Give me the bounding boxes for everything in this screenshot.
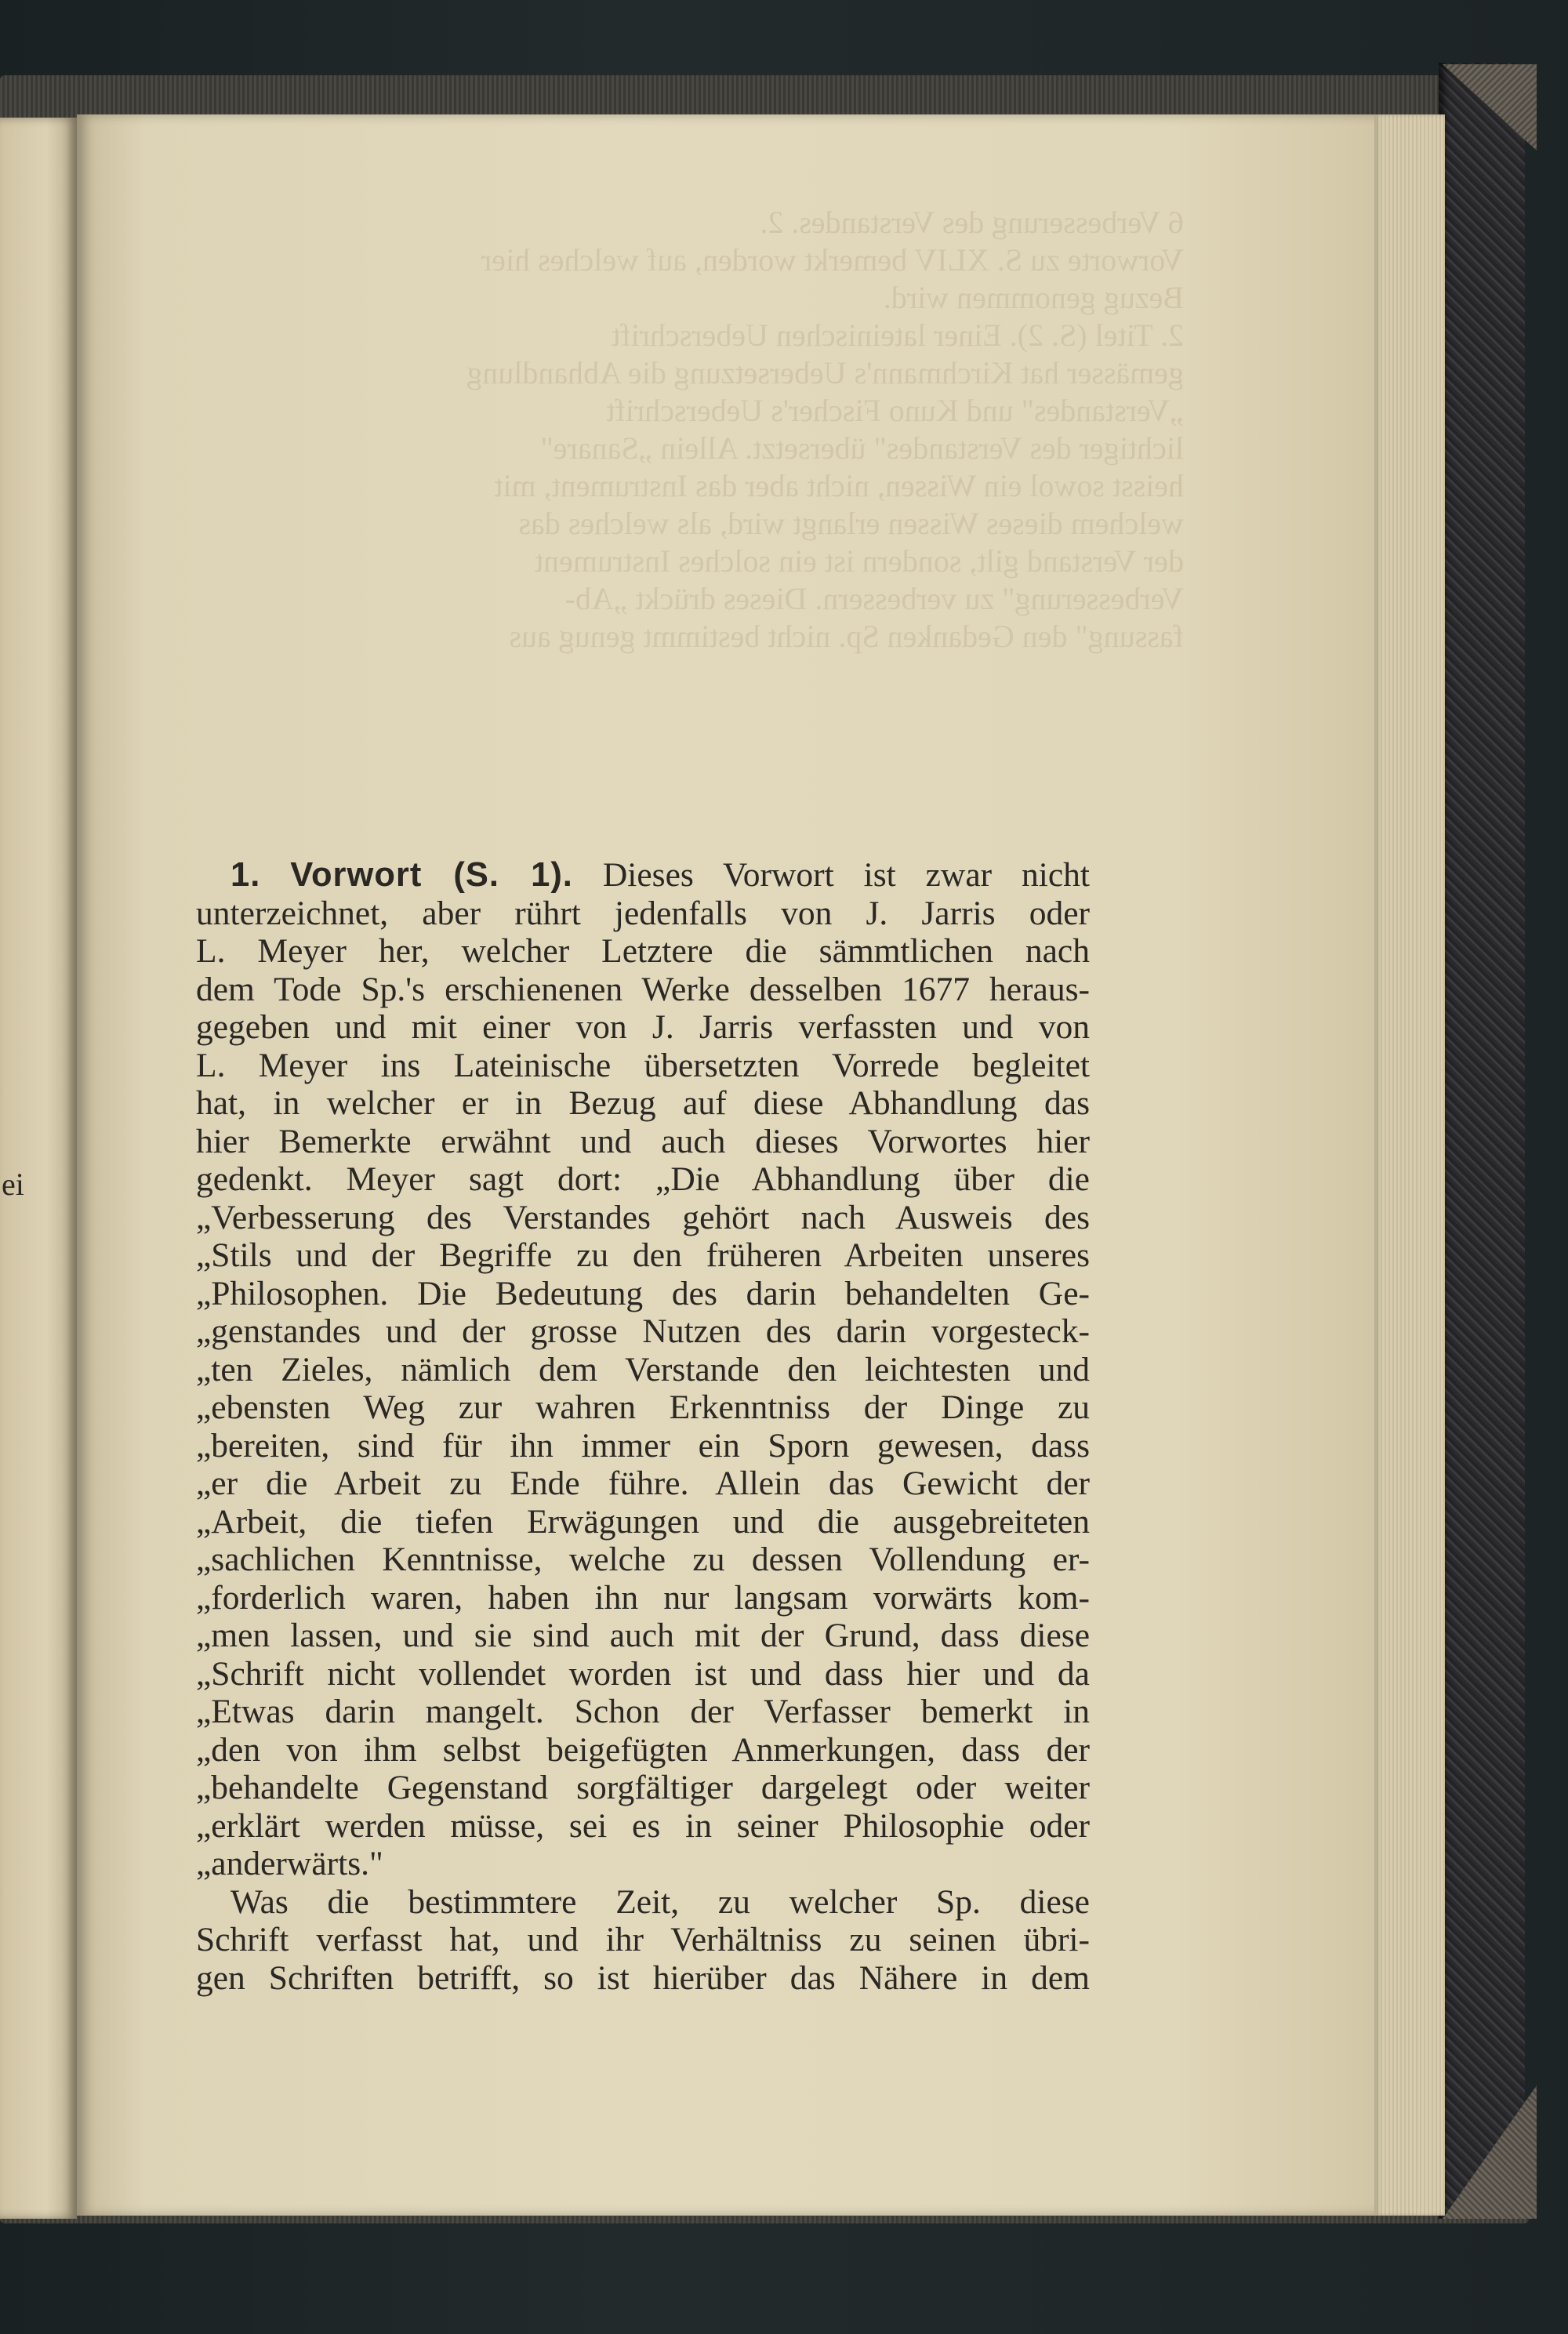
text-line: dem Tode Sp.'s erschienenen Werke desselben 1677 heraus-: [196, 970, 1090, 1008]
text-line: gedenkt. Meyer sagt dort: „Die Abhandlung über die: [196, 1160, 1090, 1198]
page-stack-edge: [1374, 114, 1445, 2216]
text-line-heading: [196, 856, 1090, 895]
text-line: „bereiten, sind für ihn immer ein Sporn gewesen, dass: [196, 1426, 1090, 1465]
show-through-line: welchem dieses Wissen erlangt wird, als welches das: [518, 506, 1184, 541]
show-through-line: heisst sowol ein Wissen, nicht aber das Instrument, mit: [494, 468, 1184, 503]
text-line: „Stils und der Begriffe zu den früheren Arbeiten unseres: [196, 1236, 1090, 1274]
text-line: „Arbeit, die tiefen Erwägungen und die ausgebreiteten: [196, 1502, 1090, 1541]
text-line: „genstandes und der grosse Nutzen des darin vorgesteck-: [196, 1312, 1090, 1350]
show-through-line: lichtiger des Verstandes" übersetzt. Allein „Sanare": [540, 430, 1184, 466]
text-line: „Etwas darin mangelt. Schon der Verfasser bemerkt in: [196, 1693, 1090, 1730]
show-through-line: gemässer hat Kirchmann's Uebersetzung die Abhandlung: [466, 355, 1184, 390]
show-through-line: Bezug genommen wird.: [883, 280, 1184, 315]
left-page-edge: [0, 118, 77, 2219]
text-line: „behandelte Gegenstand sorgfältiger dargelegt oder weiter: [196, 1769, 1090, 1806]
text-line: L. Meyer ins Lateinische übersetzten Vorrede begleitet: [196, 1046, 1090, 1084]
text-line: L. Meyer her, welcher Letztere die sämmtlichen nach: [196, 932, 1090, 970]
book-cover-right-edge: [1439, 63, 1525, 2219]
section-number: 1.: [230, 856, 261, 894]
text-line: hier Bemerkte erwähnt und auch dieses Vorwortes hier: [196, 1122, 1090, 1160]
text-line: „Verbesserung des Verstandes gehört nach Ausweis des: [196, 1198, 1090, 1236]
text-line: gegeben und mit einer von J. Jarris verfassten und von: [196, 1008, 1090, 1046]
heading-line-text: Dieses Vorwort ist zwar nicht: [602, 856, 1090, 894]
text-line: „Philosophen. Die Bedeutung des darin behandelten Ge-: [196, 1274, 1090, 1312]
text-line: „forderlich waren, haben ihn nur langsam vorwärts kom-: [196, 1578, 1090, 1617]
text-line: „ten Zieles, nämlich dem Verstande den leichtesten und: [196, 1350, 1090, 1388]
text-line: „Schrift nicht vollendet worden ist und dass hier und da: [196, 1654, 1090, 1693]
text-line: unterzeichnet, aber rührt jedenfalls von J. Jarris oder: [196, 894, 1090, 932]
show-through-line: „Verstandes" und Kuno Fischer's Ueberschrift: [606, 393, 1184, 428]
text-line: „anderwärts.": [196, 1845, 383, 1882]
text-line: „den von ihm selbst beigefügten Anmerkungen, dass der: [196, 1730, 1090, 1769]
section-heading: Vorwort (S. 1).: [290, 856, 573, 894]
show-through-line: Vorworte zu S. XLIV bemerkt worden, auf welches hier: [481, 242, 1184, 278]
show-through-line: fassung" den Gedanken Sp. nicht bestimmt genug aus: [509, 619, 1184, 654]
text-line: Was die bestimmtere Zeit, zu welcher Sp. diese: [230, 1882, 1090, 1921]
text-line: „er die Arbeit zu Ende führe. Allein das Gewicht der: [196, 1465, 1090, 1502]
text-line: gen Schriften betrifft, so ist hierüber das Nähere in dem: [196, 1958, 1090, 1997]
text-line: Schrift verfasst hat, und ihr Verhältniss zu seinen übri-: [196, 1921, 1090, 1958]
show-through-line: 6 Verbesserung des Verstandes. 2.: [760, 205, 1184, 240]
text-line: „sachlichen Kenntnisse, welche zu dessen Vollendung er-: [196, 1541, 1090, 1578]
show-through-text: [165, 204, 1184, 862]
text-line: „erklärt werden müsse, sei es in seiner Philosophie oder: [196, 1806, 1090, 1845]
left-page-text-fragment: ei: [2, 1167, 24, 1202]
show-through-line: 2. Titel (S. 2). Einer lateinischen Ueberschrift: [612, 318, 1184, 353]
text-line: hat, in welcher er in Bezug auf diese Abhandlung das: [196, 1084, 1090, 1122]
text-line: „men lassen, und sie sind auch mit der Grund, dass diese: [196, 1617, 1090, 1654]
show-through-line: der Verstand gilt, sondern ist ein solches Instrument: [534, 543, 1184, 579]
text-line: „ebensten Weg zur wahren Erkenntniss der Dinge zu: [196, 1388, 1090, 1426]
body-text: [196, 856, 1090, 1997]
show-through-line: Verbesserung" zu verbessern. Dieses drückt „Ab-: [564, 581, 1184, 616]
